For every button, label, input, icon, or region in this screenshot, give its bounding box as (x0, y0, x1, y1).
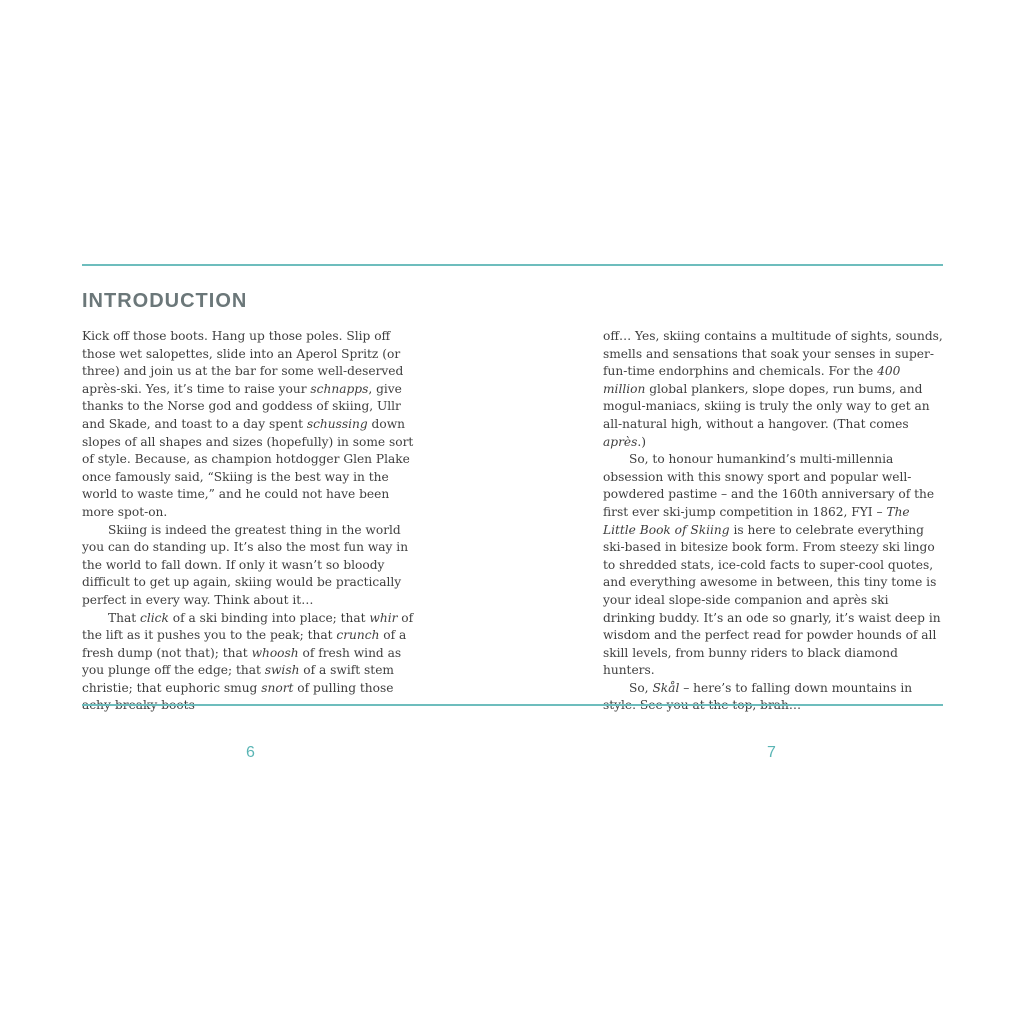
italic-term: swish (264, 663, 300, 678)
chapter-heading: INTRODUCTION (82, 290, 248, 312)
paragraph: That click of a ski binding into place; that whir of the lift as it pushes you to the peak; that crunch of a fresh dump (not that); that whoosh of fresh wind as you plunge off the edge; that swish of a swift stem christie; that euphoric smug snort of pulling those achy-breaky boots (82, 610, 414, 713)
paragraph: So, to honour humankind’s multi-millennia obsession with this snowy sport and popular well-powdered pastime – and the 160th anniversary of the first ever ski-jump competition in 1862, FYI – The Little Book of Skiing is here to celebrate everything ski-based in bitesize book form. From steezy ski lingo to shredded stats, ice-cold facts to super-cool quotes, and everything awesome in between, this tiny tome is your ideal slope-side companion and après ski drinking buddy. It’s an ode so gnarly, it’s waist deep in wisdom and the perfect read for powder hounds of all skill levels, from bunny riders to black diamond hunters. (603, 452, 941, 678)
top-rule (82, 264, 943, 266)
paragraph: Kick off those boots. Hang up those poles. Slip off those wet salopettes, slide into an Aperol Spritz (or three) and join us at the bar for some well-deserved après-ski. Yes, it’s time to raise your schnapps, give thanks to the Norse god and goddess of skiing, Ullr and Skade, and toast to a day spent schussing down slopes of all shapes and sizes (hopefully) in some sort of style. Because, as champion hotdogger Glen Plake once famously said, “Skiing is the best way in the world to waste time,” and he could not have been more spot-on. (82, 329, 414, 519)
paragraph: So, Skål – here’s to falling down mountains in style. See you at the top, brah… (603, 680, 913, 713)
left-page-text (82, 328, 422, 715)
italic-term: 400 million (603, 364, 901, 396)
italic-term: snort (261, 680, 294, 695)
italic-term: whir (369, 610, 398, 625)
page-number-left: 6 (246, 744, 255, 761)
italic-term: schussing (306, 416, 368, 431)
bottom-rule (82, 704, 943, 706)
paragraph: off… Yes, skiing contains a multitude of sights, sounds, smells and sensations that soak your senses in super-fun-time endorphins and chemicals. For the 400 million global plankers, slope dopes, run bums, and mogul-maniacs, skiing is truly the only way to get an all-natural high, without a hangover. (That comes après.) (603, 329, 943, 449)
italic-term: Skål (652, 680, 680, 695)
book-title: The Little Book of Skiing (603, 504, 910, 537)
italic-term: click (140, 610, 169, 625)
italic-term: schnapps (310, 381, 369, 396)
italic-term: après (603, 434, 638, 449)
italic-term: crunch (336, 628, 380, 643)
page-number-right: 7 (767, 744, 776, 761)
right-page-text (603, 328, 943, 715)
italic-term: whoosh (251, 645, 299, 660)
paragraph: Skiing is indeed the greatest thing in the world you can do standing up. It’s also the most fun way in the world to fall down. If only it wasn’t so bloody difficult to get up again, skiing would be practically perfect in every way. Think about it… (82, 522, 409, 607)
